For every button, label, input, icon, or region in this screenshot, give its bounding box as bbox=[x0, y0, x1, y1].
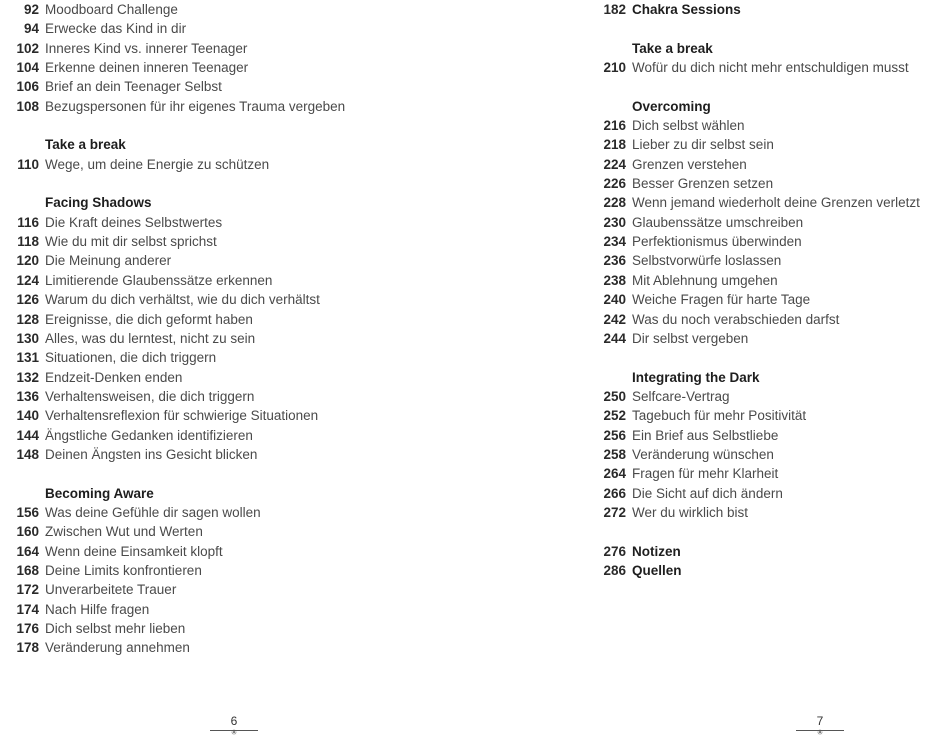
toc-page-number: 234 bbox=[603, 234, 626, 250]
toc-entry bbox=[595, 155, 925, 174]
toc-page-number: 132 bbox=[16, 369, 39, 385]
toc-page-number: 160 bbox=[16, 524, 39, 540]
toc-page-number: 226 bbox=[603, 176, 626, 192]
toc-entry bbox=[8, 232, 428, 251]
toc-entry-title: Dich selbst mehr lieben bbox=[45, 621, 186, 636]
toc-entry-title: Fragen für mehr Klarheit bbox=[632, 466, 779, 482]
toc-entry-title: Tagebuch für mehr Positivität bbox=[632, 408, 807, 424]
toc-entry-title: Grenzen verstehen bbox=[632, 156, 747, 172]
toc-page-number: 120 bbox=[16, 253, 39, 269]
toc-entry bbox=[8, 445, 428, 464]
toc-page-number: 92 bbox=[23, 2, 39, 17]
toc-page-number: 256 bbox=[603, 427, 626, 443]
toc-entry bbox=[595, 406, 925, 425]
toc-page-number: 148 bbox=[16, 446, 39, 462]
toc-entry bbox=[8, 97, 428, 116]
toc-page-number: 240 bbox=[603, 292, 626, 308]
toc-entry bbox=[8, 39, 428, 58]
toc-page-number: 272 bbox=[603, 504, 626, 520]
toc-page-number: 264 bbox=[603, 466, 626, 482]
toc-page-number: 276 bbox=[603, 543, 626, 559]
toc-entry-title: Besser Grenzen setzen bbox=[632, 176, 774, 192]
toc-entry bbox=[8, 542, 428, 561]
section-heading: Overcoming bbox=[632, 98, 711, 114]
toc-entry bbox=[595, 503, 925, 522]
toc-entry bbox=[8, 426, 428, 445]
toc-entry bbox=[595, 542, 925, 561]
toc-entry bbox=[595, 213, 925, 232]
toc-entry bbox=[595, 271, 925, 290]
toc-entry bbox=[8, 368, 428, 387]
toc-entry-title: Lieber zu dir selbst sein bbox=[632, 137, 774, 153]
toc-page-number: 228 bbox=[603, 195, 626, 211]
toc-entry-title: Wofür du dich nicht mehr entschuldigen musst bbox=[632, 60, 909, 76]
toc-entry bbox=[595, 193, 925, 212]
toc-entry bbox=[595, 135, 925, 154]
toc-entry-title: Moodboard Challenge bbox=[45, 2, 178, 17]
section-heading: Take a break bbox=[45, 137, 126, 153]
toc-entry bbox=[595, 251, 925, 270]
toc-page-number: 124 bbox=[16, 272, 39, 288]
toc-page-number: 210 bbox=[603, 60, 626, 76]
toc-page-number: 242 bbox=[603, 311, 626, 327]
toc-page-number: 104 bbox=[16, 60, 39, 76]
toc-entry bbox=[8, 619, 428, 638]
page-number-left-text: 6 bbox=[230, 714, 238, 728]
toc-entry bbox=[8, 522, 428, 541]
toc-entry bbox=[8, 348, 428, 367]
toc-entry bbox=[8, 329, 428, 348]
toc-entry bbox=[8, 503, 428, 522]
page-number-left bbox=[209, 714, 259, 737]
toc-entry-title: Verhaltensweisen, die dich triggern bbox=[45, 388, 255, 404]
toc-entry-title: Limitierende Glaubenssätze erkennen bbox=[45, 272, 273, 288]
toc-page-number: 168 bbox=[16, 562, 39, 578]
toc-entry-title: Veränderung annehmen bbox=[45, 640, 190, 656]
toc-entry-title: Warum du dich verhältst, wie du dich verhältst bbox=[45, 292, 320, 308]
toc-entry-title: Veränderung wünschen bbox=[632, 446, 774, 462]
toc-entry bbox=[595, 58, 925, 77]
toc-page-number: 230 bbox=[603, 214, 626, 230]
toc-entry bbox=[8, 155, 428, 174]
toc-entry bbox=[8, 638, 428, 657]
toc-entry-title: Alles, was du lerntest, nicht zu sein bbox=[45, 330, 256, 346]
toc-entry-title: Zwischen Wut und Werten bbox=[45, 524, 203, 540]
toc-entry-title: Deinen Ängsten ins Gesicht blicken bbox=[45, 446, 258, 462]
toc-page-number: 131 bbox=[16, 350, 39, 366]
toc-entry-title: Ereignisse, die dich geformt haben bbox=[45, 311, 253, 327]
toc-page-number: 252 bbox=[603, 408, 626, 424]
toc-entry-title: Selfcare-Vertrag bbox=[632, 388, 730, 404]
toc-entry bbox=[595, 426, 925, 445]
toc-entry bbox=[8, 600, 428, 619]
toc-entry bbox=[8, 310, 428, 329]
toc-entry bbox=[8, 290, 428, 309]
toc-entry bbox=[8, 58, 428, 77]
section-heading: Integrating the Dark bbox=[632, 369, 760, 385]
toc-page-number: 250 bbox=[603, 388, 626, 404]
page-ornament-left: ✳ bbox=[210, 730, 258, 731]
toc-entry bbox=[595, 445, 925, 464]
toc-entry-title: Unverarbeitete Trauer bbox=[45, 582, 177, 598]
toc-entry-title: Quellen bbox=[632, 562, 682, 578]
toc-entry-title: Deine Limits konfrontieren bbox=[45, 562, 202, 578]
toc-entry bbox=[8, 561, 428, 580]
spacer bbox=[8, 116, 428, 135]
toc-entry-title: Dich selbst wählen bbox=[632, 118, 745, 134]
toc-page-number: 172 bbox=[16, 582, 39, 598]
toc-entry-title: Erkenne deinen inneren Teenager bbox=[45, 60, 249, 76]
page-number-right bbox=[795, 714, 845, 737]
toc-page-number: 224 bbox=[603, 156, 626, 172]
toc-entry bbox=[595, 0, 925, 19]
spacer bbox=[8, 174, 428, 193]
toc-entry bbox=[8, 213, 428, 232]
toc-entry-title: Endzeit-Denken enden bbox=[45, 369, 183, 385]
toc-entry bbox=[8, 251, 428, 270]
toc-page-number: 110 bbox=[17, 156, 39, 172]
toc-page-number: 156 bbox=[16, 504, 39, 520]
toc-entry-title: Ängstliche Gedanken identifizieren bbox=[45, 427, 253, 443]
toc-entry-title: Was du noch verabschieden darfst bbox=[632, 311, 840, 327]
toc-page-number: 126 bbox=[16, 292, 39, 308]
toc-page-number: 164 bbox=[16, 543, 39, 559]
toc-page-number: 102 bbox=[16, 40, 39, 56]
toc-entry-title: Perfektionismus überwinden bbox=[632, 234, 802, 250]
toc-page-number: 130 bbox=[16, 330, 39, 346]
toc-entry bbox=[8, 387, 428, 406]
toc-right-column bbox=[595, 0, 925, 580]
toc-page-number: 216 bbox=[603, 118, 626, 134]
toc-entry-title: Glaubenssätze umschreiben bbox=[632, 214, 804, 230]
toc-entry-title: Weiche Fragen für harte Tage bbox=[632, 292, 811, 308]
toc-entry bbox=[8, 19, 428, 38]
toc-entry-title: Chakra Sessions bbox=[632, 2, 741, 17]
toc-entry-title: Wie du mit dir selbst sprichst bbox=[45, 234, 217, 250]
toc-entry-title: Ein Brief aus Selbstliebe bbox=[632, 427, 779, 443]
section-heading: Becoming Aware bbox=[45, 485, 154, 501]
toc-entry-title: Die Kraft deines Selbstwertes bbox=[45, 214, 223, 230]
toc-page-number: 218 bbox=[603, 137, 626, 153]
spacer bbox=[595, 19, 925, 38]
toc-page-number: 244 bbox=[603, 330, 626, 346]
toc-entry-title: Bezugspersonen für ihr eigenes Trauma vergeben bbox=[45, 98, 346, 114]
page-ornament-right: ✳ bbox=[796, 730, 844, 731]
toc-entry-title: Was deine Gefühle dir sagen wollen bbox=[45, 504, 261, 520]
toc-entry bbox=[595, 329, 925, 348]
toc-entry-title: Situationen, die dich triggern bbox=[45, 350, 217, 366]
toc-entry-title: Erwecke das Kind in dir bbox=[45, 21, 187, 37]
toc-entry-title: Die Sicht auf dich ändern bbox=[632, 485, 783, 501]
toc-page-number: 182 bbox=[603, 2, 626, 17]
toc-left-column bbox=[8, 0, 428, 658]
toc-entry bbox=[595, 464, 925, 483]
toc-entry bbox=[595, 484, 925, 503]
spacer bbox=[8, 464, 428, 483]
toc-page-number: 136 bbox=[16, 388, 39, 404]
toc-page-number: 266 bbox=[603, 485, 626, 501]
toc-page-number: 106 bbox=[16, 79, 39, 95]
toc-entry bbox=[595, 174, 925, 193]
toc-entry-title: Die Meinung anderer bbox=[45, 253, 172, 269]
toc-page-number: 128 bbox=[16, 311, 39, 327]
toc-entry-title: Verhaltensreflexion für schwierige Situationen bbox=[45, 408, 319, 424]
spacer bbox=[595, 348, 925, 367]
toc-entry-title: Brief an dein Teenager Selbst bbox=[45, 79, 222, 95]
page-number-right-text: 7 bbox=[816, 714, 824, 728]
toc-entry-title: Wege, um deine Energie zu schützen bbox=[45, 156, 270, 172]
toc-entry bbox=[8, 580, 428, 599]
toc-entry bbox=[595, 116, 925, 135]
toc-entry bbox=[595, 290, 925, 309]
toc-entry bbox=[595, 561, 925, 580]
toc-page-number: 174 bbox=[16, 601, 39, 617]
toc-page-number: 118 bbox=[17, 234, 39, 250]
toc-entry-title: Inneres Kind vs. innerer Teenager bbox=[45, 40, 248, 56]
toc-entry-title: Wenn deine Einsamkeit klopft bbox=[45, 543, 223, 559]
toc-page-number: 236 bbox=[603, 253, 626, 269]
toc-page-number: 140 bbox=[16, 408, 39, 424]
toc-page-number: 286 bbox=[603, 562, 626, 578]
section-heading: Facing Shadows bbox=[45, 195, 152, 211]
toc-entry bbox=[595, 387, 925, 406]
toc-page-number: 258 bbox=[603, 446, 626, 462]
toc-entry bbox=[595, 310, 925, 329]
section-heading: Take a break bbox=[632, 40, 713, 56]
toc-page-number: 176 bbox=[16, 621, 39, 636]
toc-entry-title: Notizen bbox=[632, 543, 681, 559]
toc-entry bbox=[595, 232, 925, 251]
toc-page-number: 144 bbox=[16, 427, 39, 443]
toc-entry-title: Dir selbst vergeben bbox=[632, 330, 749, 346]
toc-entry-title: Wenn jemand wiederholt deine Grenzen verletzt bbox=[632, 195, 920, 211]
toc-entry-title: Selbstvorwürfe loslassen bbox=[632, 253, 782, 269]
toc-entry-title: Mit Ablehnung umgehen bbox=[632, 272, 778, 288]
toc-entry-title: Nach Hilfe fragen bbox=[45, 601, 150, 617]
toc-page-number: 238 bbox=[603, 272, 626, 288]
toc-entry bbox=[8, 0, 428, 19]
toc-entry-title: Wer du wirklich bist bbox=[632, 504, 749, 520]
toc-entry bbox=[8, 406, 428, 425]
toc-page-number: 94 bbox=[23, 21, 39, 37]
toc-entry bbox=[8, 77, 428, 96]
toc-page-number: 178 bbox=[16, 640, 39, 656]
toc-page-number: 116 bbox=[17, 214, 39, 230]
spacer bbox=[595, 77, 925, 96]
toc-page-number: 108 bbox=[16, 98, 39, 114]
toc-entry bbox=[8, 271, 428, 290]
spacer bbox=[595, 522, 925, 541]
